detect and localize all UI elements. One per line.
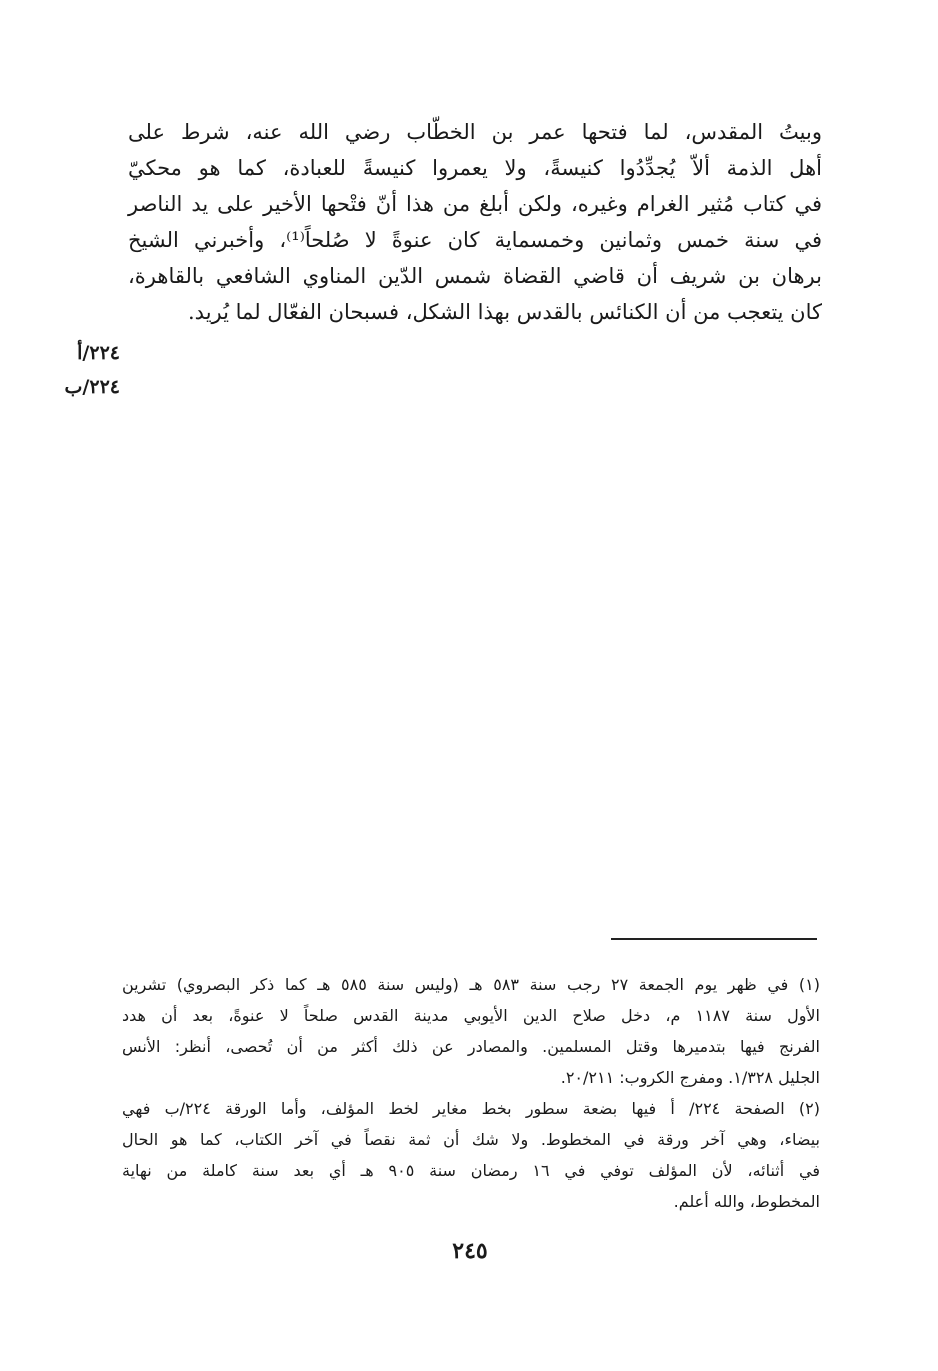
footnotes-block <box>122 969 820 1217</box>
main-text-line: كان يتعجب من أن الكنائس بالقدس بهذا الشكل، فسبحان الفعّال لما يُريد. <box>188 300 822 324</box>
footnote-2-line: بيضاء، وهي آخر ورقة في المخطوط. ولا شك أن ثمة نقصاً في آخر الكتاب، كما هو الحال <box>122 1130 820 1149</box>
main-text-block <box>128 114 822 330</box>
main-text-line: برهان بن شريف أن قاضي القضاة شمس الدّين المناوي الشافعي بالقاهرة، <box>128 264 822 288</box>
footnote-2-line: المخطوط، والله أعلم. <box>673 1192 820 1211</box>
footnote-2-line: (٢) الصفحة ٢٢٤/ أ فيها بضعة سطور بخط مغاير لخط المؤلف، وأما الورقة ٢٢٤/ب فهي <box>122 1099 820 1118</box>
page-number: ٢٤٥ <box>452 1238 488 1264</box>
main-text-line: وبيتُ المقدس، لما فتحها عمر بن الخطّاب رضي الله عنه، شرط على <box>128 120 822 144</box>
footnote-1-line: الجليل ١/٣٢٨. ومفرج الكروب: ٢٠/٢١١. <box>560 1068 820 1087</box>
main-text-line: في كتاب مُثير الغرام وغيره، ولكن أبلغ من هذا أنّ فتْحها الأخير على يد الناصر <box>128 192 822 216</box>
footnote-separator <box>611 938 817 940</box>
margin-folio-note-b: ٢٢٤/ب <box>64 376 120 398</box>
margin-folio-note-a: ٢٢٤/أ <box>77 342 120 364</box>
main-text-line: في سنة خمس وثمانين وخمسماية كان عنوةً لا صُلحاً⁽¹⁾، وأخبرني الشيخ <box>128 228 822 252</box>
main-text-line: أهل الذمة ألاّ يُجدِّدُوا كنيسةً، ولا يعمروا كنيسةً للعبادة، كما هو محكيّ <box>128 156 822 180</box>
footnote-2-line: في أثنائه، لأن المؤلف توفي في ١٦ رمضان سنة ٩٠٥ هـ أي بعد سنة كاملة من نهاية <box>122 1161 820 1180</box>
footnote-1-line: الأول سنة ١١٨٧ م، دخل صلاح الدين الأيوبي مدينة القدس صلحاً لا عنوةً، بعد أن هدد <box>122 1006 821 1025</box>
footnote-1-line: (١) في ظهر يوم الجمعة ٢٧ رجب سنة ٥٨٣ هـ (وليس سنة ٥٨٥ هـ كما ذكر البصروي) تشرين <box>122 975 821 994</box>
footnote-1-line: الفرنج فيها بتدميرها وقتل المسلمين. والمصادر عن ذلك أكثر من أن تُحصى، أنظر: الأنس <box>122 1037 820 1056</box>
